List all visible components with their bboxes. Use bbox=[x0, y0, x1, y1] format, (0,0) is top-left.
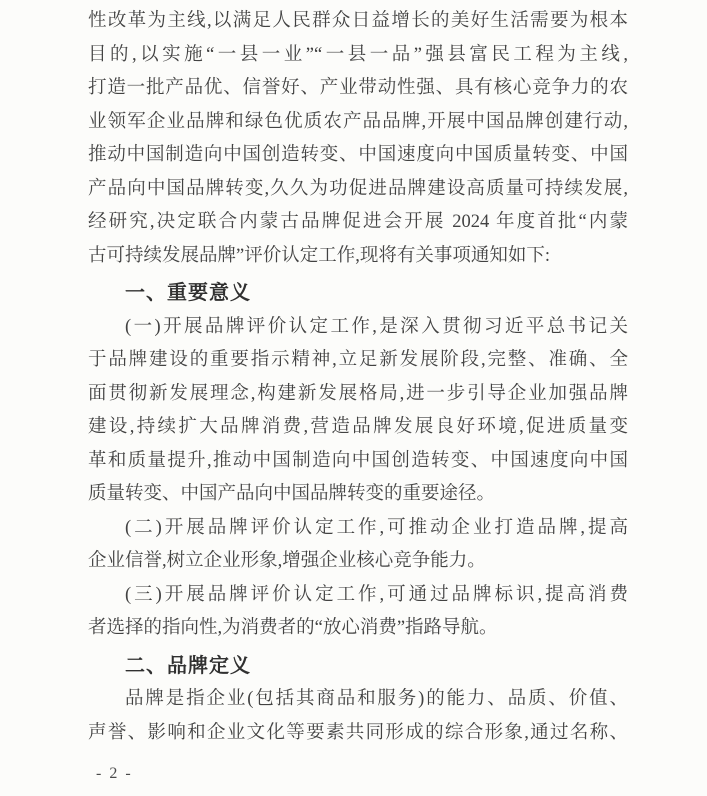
text-line: (一)开展品牌评价认定工作,是深入贯彻习近平总书记关 bbox=[125, 316, 628, 337]
text-line: 建设,持续扩大品牌消费,营造品牌发展良好环境,促进质量变 bbox=[88, 417, 628, 437]
text-line: 品牌是指企业(包括其商品和服务)的能力、品质、价值、 bbox=[125, 689, 628, 709]
text-line: 革和质量提升,推动中国制造向中国创造转变、中国速度向中国 bbox=[88, 450, 628, 471]
text-line: 声誉、影响和企业文化等要素共同形成的综合形象,通过名称、 bbox=[88, 722, 628, 743]
text-line: 者选择的指向性,为消费者的“放心消费”指路导航。 bbox=[88, 618, 498, 638]
text-line: 产品向中国品牌转变,久久为功促进品牌建设高质量可持续发展, bbox=[88, 178, 628, 199]
paragraph-item-3 bbox=[88, 579, 628, 646]
text-line: (三)开展品牌评价认定工作,可通过品牌标识,提高消费 bbox=[125, 584, 628, 605]
text-line: 目的,以实施“一县一业”“一县一品”强县富民工程为主线, bbox=[88, 44, 628, 65]
section-heading-1: 一、重要意义 bbox=[125, 282, 251, 304]
paragraph-brand-definition bbox=[88, 683, 628, 750]
paragraph-item-2 bbox=[88, 512, 628, 579]
text-line: 推动中国制造向中国创造转变、中国速度向中国质量转变、中国 bbox=[88, 145, 628, 165]
text-line: 质量转变、中国产品向中国品牌转变的重要途径。 bbox=[88, 484, 496, 504]
document-body bbox=[88, 5, 628, 750]
paragraph-intro-continuation bbox=[88, 5, 628, 273]
text-line: 性改革为主线,以满足人民群众日益增长的美好生活需要为根本 bbox=[88, 11, 628, 31]
section-heading-2: 二、品牌定义 bbox=[125, 654, 251, 677]
text-line: 古可持续发展品牌”评价认定工作,现将有关事项通知如下: bbox=[88, 245, 550, 266]
text-line: 面贯彻新发展理念,构建新发展格局,进一步引导企业加强品牌 bbox=[88, 383, 628, 404]
text-line: 业领军企业品牌和绿色优质农产品品牌,开展中国品牌创建行动, bbox=[88, 111, 628, 132]
text-line: 企业信誉,树立企业形象,增强企业核心竞争能力。 bbox=[88, 551, 486, 571]
page-number: - 2 - bbox=[96, 765, 133, 782]
text-line: (二)开展品牌评价认定工作,可推动企业打造品牌,提高 bbox=[125, 517, 628, 538]
text-line: 于品牌建设的重要指示精神,立足新发展阶段,完整、准确、全 bbox=[88, 350, 628, 370]
text-line: 打造一批产品优、信誉好、产业带动性强、具有核心竞争力的农 bbox=[88, 78, 628, 98]
paragraph-item-1 bbox=[88, 311, 628, 512]
text-line: 经研究,决定联合内蒙古品牌促进会开展 2024 年度首批“内蒙 bbox=[88, 212, 628, 232]
